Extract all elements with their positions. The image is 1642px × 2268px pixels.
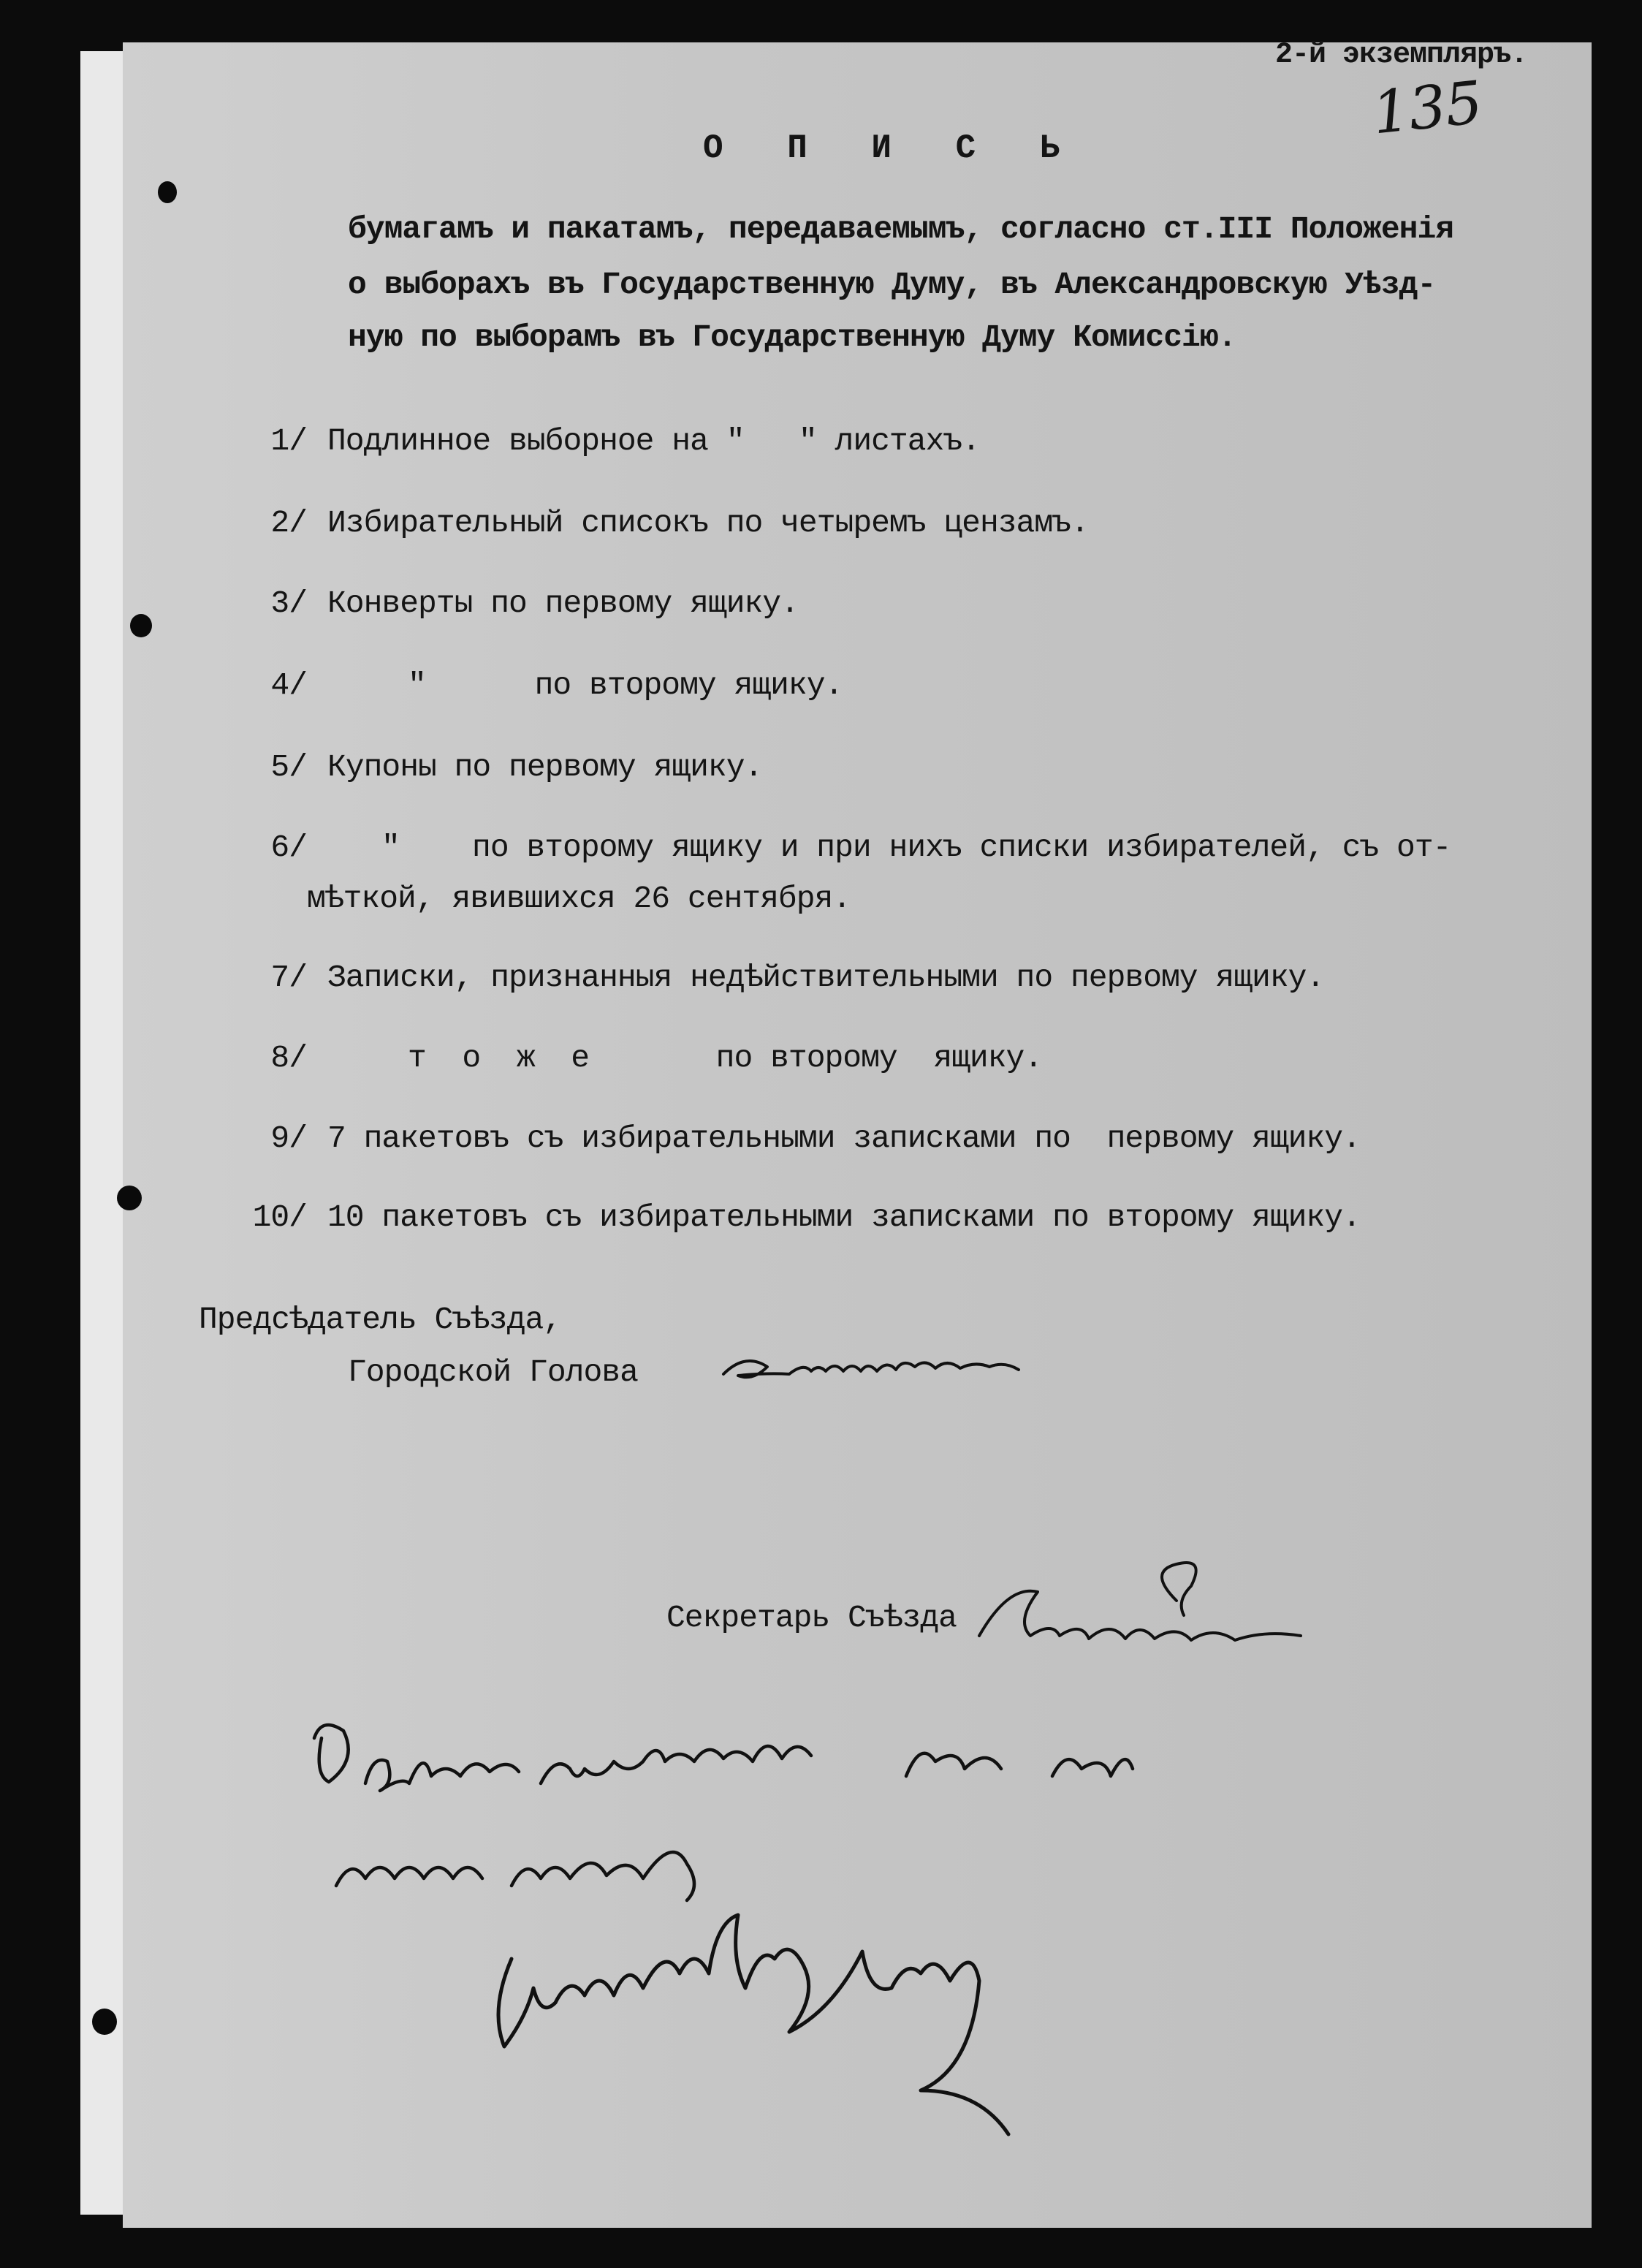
subtitle-line: ную по выборамъ въ Государственную Думу Комиссію.	[348, 319, 1236, 355]
list-item: " по второму ящику и при нихъ списки избирателей, съ от-	[381, 830, 1451, 865]
list-item: Конверты по первому ящику.	[327, 585, 799, 621]
chairman-role: Городской Голова	[348, 1354, 638, 1390]
subtitle-line: о выборахъ въ Государственную Думу, въ Александровскую Уѣзд-	[348, 267, 1436, 303]
list-item: 10 пакетовъ съ избирательными записками по второму ящику.	[327, 1199, 1361, 1235]
list-item: Купоны по первому ящику.	[327, 749, 763, 785]
folio-number: 135	[1369, 68, 1486, 148]
handwritten-note-line-1	[314, 1725, 1133, 1791]
copy-mark: 2-й экземпляръ.	[1275, 39, 1528, 72]
chairman-title: Предсѣдатель Съѣзда,	[199, 1302, 562, 1338]
item-number: 7/	[270, 960, 307, 995]
secretary-title: Секретарь Съѣзда	[666, 1600, 957, 1636]
item-number: 3/	[270, 585, 307, 621]
secretary-signature	[979, 1563, 1301, 1640]
handwritten-note-line-3	[498, 1915, 1008, 2134]
page-title: О П И С Ь	[703, 129, 1082, 167]
item-number: 1/	[270, 423, 307, 459]
handwritten-note-line-2	[336, 1852, 694, 1900]
list-item: Записки, признанныя недѣйствительными по первому ящику.	[327, 960, 1325, 995]
item-number: 9/	[270, 1120, 307, 1156]
list-item: Избирательный списокъ по четыремъ цензамъ.	[327, 505, 1089, 541]
item-number: 4/	[270, 667, 307, 703]
list-item: 7 пакетовъ съ избирательными записками по первому ящику.	[327, 1120, 1361, 1156]
item-number: 10/	[252, 1199, 307, 1235]
list-item: " по второму ящику.	[408, 667, 843, 703]
item-number: 2/	[270, 505, 307, 541]
chairman-signature	[723, 1361, 1019, 1377]
list-item: т о ж е по второму ящику.	[408, 1040, 1043, 1076]
item-number: 8/	[270, 1040, 307, 1076]
item-number: 5/	[270, 749, 307, 785]
list-item-continuation: мѣткой, явившихся 26 сентября.	[307, 881, 851, 917]
item-number: 6/	[270, 830, 307, 865]
list-item: Подлинное выборное на " " листахъ.	[327, 423, 980, 459]
subtitle-line: бумагамъ и пакатамъ, передаваемымъ, согласно ст.III Положенія	[348, 211, 1454, 247]
